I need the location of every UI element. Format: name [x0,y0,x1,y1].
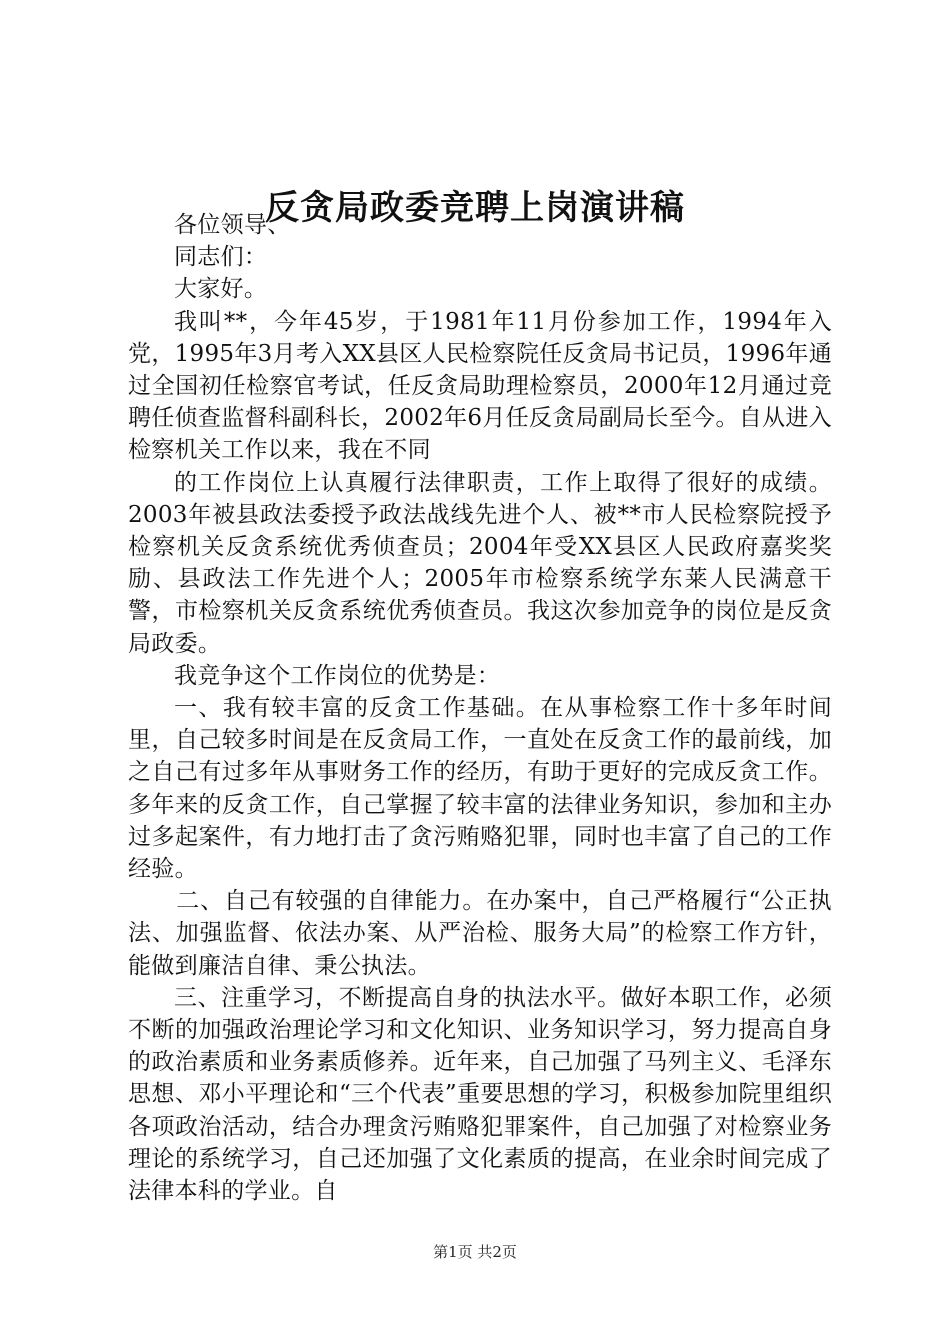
page-number-footer: 第1页 共2页 [433,1243,517,1261]
body-paragraph: 我竞争这个工作岗位的优势是： [174,662,501,689]
salutation-line: 同志们： [174,244,268,271]
greeting-line: 大家好。 [174,276,268,303]
body-paragraph: 我叫**，今年45岁，于1981年11月份参加工作，1994年入党，1995年3月考入XX县区人民检察院任反贪局书记员，1996年通过全国初任检察官考试，任反贪局助理检察员，2000年12月通过竞聘任侦查监督科副科长，2002年6月任反贪局副局长至今。自从进入检察机关工作以来，我在不同 [128,308,832,464]
body-paragraph: 三、注重学习，不断提高自身的执法水平。做好本职工作，必须不断的加强政治理论学习和文化知识、业务知识学习，努力提高自身的政治素质和业务素质修养。近年来，自己加强了马列主义、毛泽东思想、邓小平理论和“三个代表”重要思想的学习，积极参加院里组织各项政治活动，结合办理贪污贿赂犯罪案件，自己加强了对检察业务理论的系统学习，自己还加强了文化素质的提高，在业余时间完成了法律本科的学业。自 [128,984,832,1205]
document-title: 反贪局政委竞聘上岗演讲稿 [265,188,685,228]
document-body [128,209,832,1207]
body-paragraph: 的工作岗位上认真履行法律职责，工作上取得了很好的成绩。2003年被县政法委授予政法战线先进个人、被**市人民检察院授予检察机关反贪系统优秀侦查员；2004年受XX县区人民政府嘉奖奖励、县政法工作先进个人；2005年市检察系统学东莱人民满意干警，市检察机关反贪系统优秀侦查员。我这次参加竞争的岗位是反贪局政委。 [128,469,832,657]
body-paragraph: 一、我有较丰富的反贪工作基础。在从事检察工作十多年时间里，自己较多时间是在反贪局工作，一直处在反贪工作的最前线，加之自己有过多年从事财务工作的经历，有助于更好的完成反贪工作。多年来的反贪工作，自己掌握了较丰富的法律业务知识，参加和主办过多起案件，有力地打击了贪污贿赂犯罪，同时也丰富了自己的工作经验。 [128,695,832,883]
salutation-line: 各位领导、 [174,212,291,238]
body-paragraph: 二、自己有较强的自律能力。在办案中，自己严格履行“公正执法、加强监督、依法办案、从严治检、服务大局”的检察工作方针，能做到廉洁自律、秉公执法。 [128,888,832,979]
